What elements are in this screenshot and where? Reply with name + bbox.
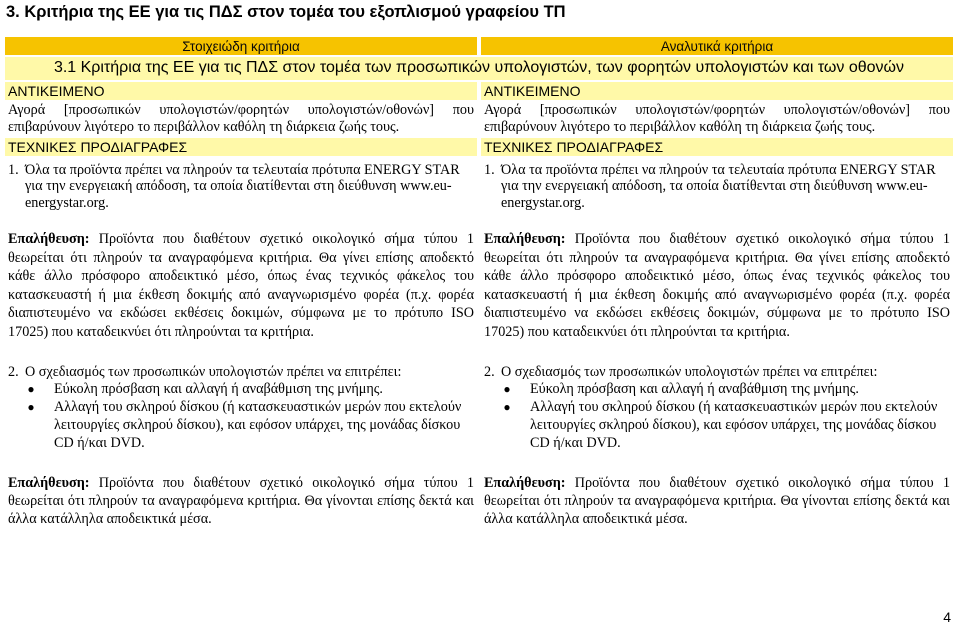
verification-label: Επαλήθευση: [484,475,566,492]
column-header-core: Στοιχειώδη κριτήρια [5,37,477,55]
verification-1 [5,212,477,342]
spec-item-2 [5,342,477,381]
verification-1 [481,212,953,342]
spec-item-text: Όλα τα προϊόντα πρέπει να πληρούν τα τελευταία πρότυπα ENERGY STAR για την ενεργειακή απόδοση, τα οποία διατίθενται στη διεύθυνση www.eu-energystar.org. [501,161,936,212]
specs-label: ΤΕΧΝΙΚΕΣ ΠΡΟΔΙΑΓΡΑΦΕΣ [481,138,953,156]
subject-label: ΑΝΤΙΚΕΙΜΕΝΟ [5,82,477,100]
verification-text: Προϊόντα που διαθέτουν σχετικό οικολογικό σήμα τύπου 1 θεωρείται ότι πληρούν τα αναγραφόμενα κριτήρια. Θα γίνει επίσης αποδεκτό κάθε άλλο πρόσφορο αποδεικτικό μέσο, όπως ένας τεχνικός φάκελος του κατασκευαστή ή μια έκθεση δοκιμής από αναγνωρισμένο φορέα (π.χ. φορέα διαπιστευμένο να εκδώσει εκθέσεις δοκιμών, σύμφωνα με το πρότυπο ISO 17025) που καταδεικνύει ότι πληρούνται τα κριτήρια. [484,230,950,340]
spec-item-2 [481,342,953,381]
bullet-text: Αλλαγή του σκληρού δίσκου (ή κατασκευαστικών μερών που εκτελούν λειτουργίες σκληρού δίσκου), και εφόσον υπάρχει, της μονάδας δίσκου CD ή/και DVD. [530,399,938,452]
bullet-text: Εύκολη πρόσβαση και αλλαγή ή αναβάθμιση της μνήμης. [54,381,383,398]
subject-text: Αγορά [προσωπικών υπολογιστών/φορητών υπολογιστών/οθονών] που επιβαρύνουν λιγότερο το περιβάλλον καθόλη τη διάρκεια ζωής τους. [484,102,950,135]
verification-text: Προϊόντα που διαθέτουν σχετικό οικολογικό σήμα τύπου 1 θεωρείται ότι πληρούν τα αναγραφόμενα κριτήρια. Θα γίνει επίσης αποδεκτό κάθε άλλο πρόσφορο αποδεικτικό μέσο, όπως ένας τεχνικός φάκελος του κατασκευαστή ή μια έκθεση δοκιμής από αναγνωρισμένο φορέα (π.χ. φορέα διαπιστευμένο να εκδώσει εκθέσεις δοκιμών, σύμφωνα με το πρότυπο ISO 17025) που καταδεικνύει ότι πληρούνται τα κριτήρια. [8,230,474,340]
bullet-text: Αλλαγή του σκληρού δίσκου (ή κατασκευαστικών μερών που εκτελούν λειτουργίες σκληρού δίσκου), και εφόσον υπάρχει, της μονάδας δίσκου CD ή/και DVD. [54,399,462,452]
spec-item-number: 1. [484,161,495,178]
bullet-text: Εύκολη πρόσβαση και αλλαγή ή αναβάθμιση της μνήμης. [530,381,859,398]
spec-item-1 [481,156,953,212]
bullet-icon: ● [503,382,511,397]
page-heading: 3. Κριτήρια της ΕΕ για τις ΠΔΣ στον τομέα του εξοπλισμού γραφείου ΤΠ [6,3,566,21]
bullet-icon: ● [27,400,35,415]
verification-text: Προϊόντα που διαθέτουν σχετικό οικολογικό σήμα τύπου 1 θεωρείται ότι πληρούν τα αναγραφόμενα κριτήρια. Θα γίνονται επίσης δεκτά και άλλα κατάλληλα αποδεικτικά μέσα. [484,475,950,528]
verification-label: Επαλήθευση: [8,475,90,492]
column-header-comprehensive: Αναλυτικά κριτήρια [481,37,953,55]
section-title: 3.1 Κριτήρια της ΕΕ για τις ΠΔΣ στον τομέα των προσωπικών υπολογιστών, των φορητών υπολογιστών και των οθονών [5,57,953,80]
subject-label: ΑΝΤΙΚΕΙΜΕΝΟ [481,82,953,100]
spec-item-1 [5,156,477,212]
specs-label: ΤΕΧΝΙΚΕΣ ΠΡΟΔΙΑΓΡΑΦΕΣ [5,138,477,156]
criteria-table [5,37,953,528]
list-item [8,398,474,452]
spec-item-number: 2. [8,363,19,380]
verification-2 [481,452,953,528]
spec-item-text: Όλα τα προϊόντα πρέπει να πληρούν τα τελευταία πρότυπα ENERGY STAR για την ενεργειακή απόδοση, τα οποία διατίθενται στη διεύθυνση www.eu-energystar.org. [25,161,460,212]
right-column [481,80,953,528]
spec-item-text: Ο σχεδιασμός των προσωπικών υπολογιστών πρέπει να επιτρέπει: [501,363,878,380]
bullet-list [481,380,953,452]
left-column [5,80,477,528]
list-item [484,398,950,452]
spec-item-number: 1. [8,161,19,178]
verification-text: Προϊόντα που διαθέτουν σχετικό οικολογικό σήμα τύπου 1 θεωρείται ότι πληρούν τα αναγραφόμενα κριτήρια. Θα γίνονται επίσης δεκτά και άλλα κατάλληλα αποδεικτικά μέσα. [8,475,474,528]
verification-label: Επαλήθευση: [8,230,90,247]
criteria-columns [5,80,953,528]
bullet-icon: ● [27,382,35,397]
bullet-list [5,380,477,452]
spec-item-text: Ο σχεδιασμός των προσωπικών υπολογιστών πρέπει να επιτρέπει: [25,363,402,380]
verification-2 [5,452,477,528]
list-item [484,380,950,398]
list-item [8,380,474,398]
subject-text: Αγορά [προσωπικών υπολογιστών/φορητών υπολογιστών/οθονών] που επιβαρύνουν λιγότερο το περιβάλλον καθόλη τη διάρκεια ζωής τους. [8,102,474,135]
page-number: 4 [943,609,951,625]
column-headers [5,37,953,55]
bullet-icon: ● [503,400,511,415]
spec-item-number: 2. [484,363,495,380]
verification-label: Επαλήθευση: [484,230,566,247]
